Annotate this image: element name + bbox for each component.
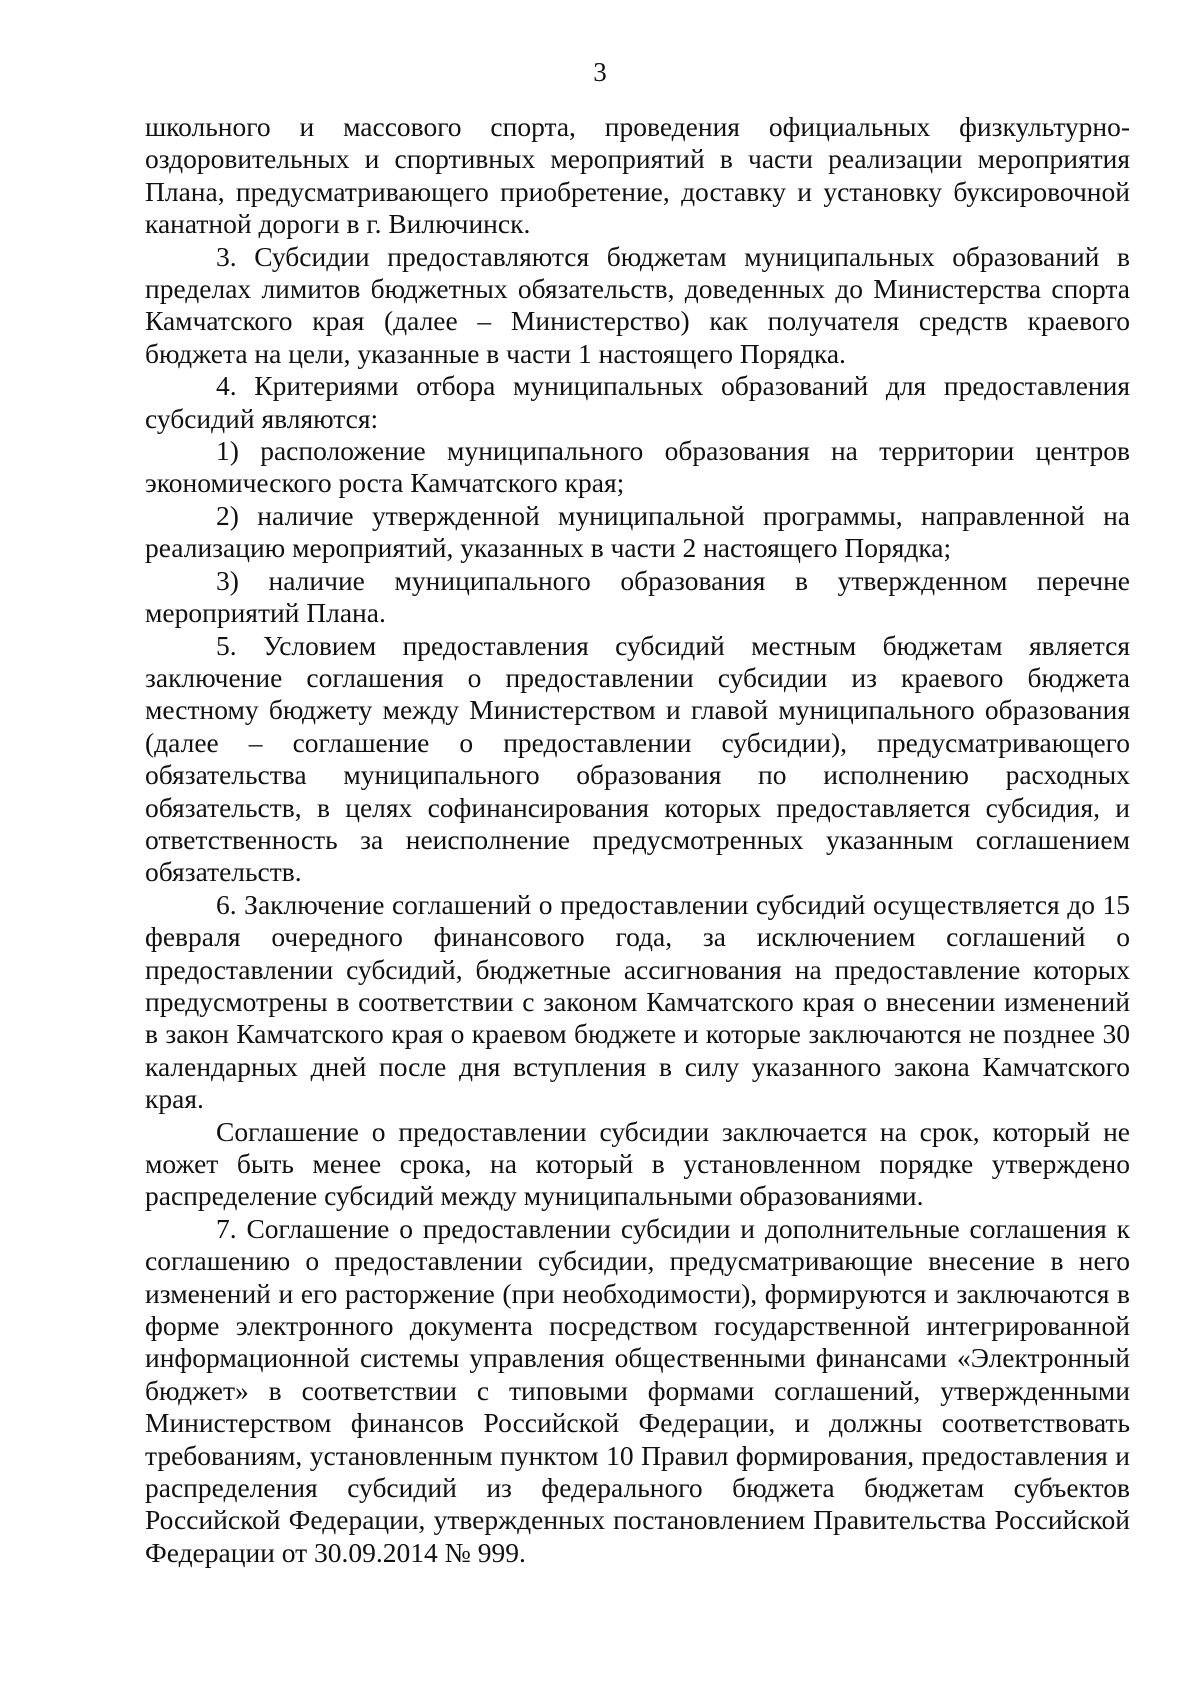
paragraph-agreement-term: Соглашение о предоставлении субсидии заключается на срок, который не может быть менее срока, на который в установленном порядке утверждено распределение субсидий между муниципальными образованиями.	[145, 1115, 1130, 1212]
criterion-3-plan-list: 3) наличие муниципального образования в утвержденном перечне мероприятий Плана.	[145, 564, 1130, 629]
paragraph-7-electronic-budget: 7. Соглашение о предоставлении субсидии и дополнительные соглашения к соглашению о предоставлении субсидии, предусматривающие внесение в него изменений и его расторжение (при необходимости), формируются и заключаются в форме электронного документа посредством государственной интегрированной информационной системы управления общественными финансами «Электронный бюджет» в соответствии с типовыми формами соглашений, утвержденными Министерством финансов Российской Федерации, и должны соответствовать требованиям, установленным пунктом 10 Правил формирования, предоставления и распределения субсидий из федерального бюджета бюджетам субъектов Российской Федерации, утвержденных постановлением Правительства Российской Федерации от 30.09.2014 № 999.	[145, 1212, 1130, 1568]
paragraph-4-selection-criteria: 4. Критериями отбора муниципальных образований для предоставления субсидий являются:	[145, 370, 1130, 434]
criterion-1-location: 1) расположение муниципального образования на территории центров экономического роста Камчатского края;	[145, 435, 1130, 499]
paragraph-5-agreement-condition: 5. Условием предоставления субсидий местным бюджетам является заключение соглашения о предоставлении субсидии из краевого бюджета местному бюджету между Министерством и главой муниципального образования (далее – соглашение о предоставлении субсидии), предусматривающего обязательства муниципального образования по исполнению расходных обязательств, в целях софинансирования которых предоставляется субсидия, и ответственность за неисполнение предусмотренных указанным соглашением обязательств.	[145, 629, 1130, 888]
document-body	[145, 111, 1130, 1569]
paragraph-6-agreement-deadline: 6. Заключение соглашений о предоставлении субсидий осуществляется до 15 февраля очередного финансового года, за исключением соглашений о предоставлении субсидий, бюджетные ассигнования на предоставление которых предусмотрены в соответствии с законом Камчатского края о внесении изменений в закон Камчатского края о краевом бюджете и которые заключаются не позднее 30 календарных дней после дня вступления в силу указанного закона Камчатского края.	[145, 888, 1130, 1115]
page-number: 3	[593, 57, 607, 87]
criterion-2-municipal-program: 2) наличие утвержденной муниципальной программы, направленной на реализацию мероприятий, указанных в части 2 настоящего Порядка;	[145, 499, 1130, 564]
paragraph-3-subsidies-limits: 3. Субсидии предоставляются бюджетам муниципальных образований в пределах лимитов бюджетных обязательств, доведенных до Министерства спорта Камчатского края (далее – Министерство) как получателя средств краевого бюджета на цели, указанные в части 1 настоящего Порядка.	[145, 240, 1130, 369]
paragraph-continuation-sport-events: школьного и массового спорта, проведения официальных физкультурно-оздоровительных и спортивных мероприятий в части реализации мероприятия Плана, предусматривающего приобретение, доставку и установку буксировочной канатной дороги в г. Вилючинск.	[145, 111, 1130, 240]
